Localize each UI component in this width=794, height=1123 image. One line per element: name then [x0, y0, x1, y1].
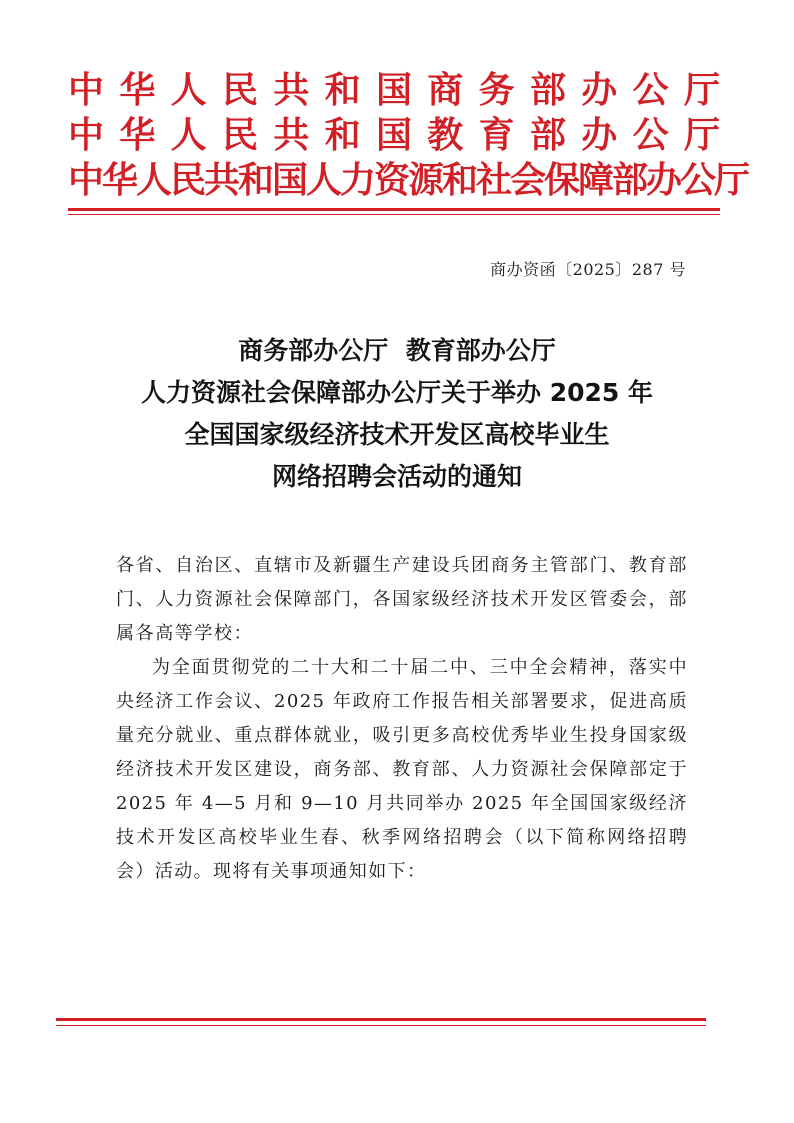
- notice-title: [0, 330, 794, 498]
- letterhead-line2-char: 国: [375, 114, 412, 156]
- letterhead-line1-char: 民: [221, 69, 258, 111]
- letterhead-line1-char: 部: [529, 69, 566, 111]
- letterhead-line1-char: 国: [375, 69, 412, 111]
- letterhead-line1-char: 和: [324, 69, 361, 111]
- letterhead-line1-char: 人: [170, 69, 207, 111]
- red-separator-thick: [68, 208, 720, 211]
- salutation: 各省、自治区、直辖市及新疆生产建设兵团商务主管部门、教育部门、人力资源社会保障部门，各国家级经济技术开发区管委会，部属各高等学校：: [116, 555, 688, 644]
- letterhead-line2-char: 共: [273, 114, 310, 156]
- letterhead-line2-char: 和: [324, 114, 361, 156]
- letterhead-line2-char: 部: [529, 114, 566, 156]
- letterhead-line1-char: 共: [273, 69, 310, 111]
- letterhead-line2-char: 公: [632, 114, 669, 156]
- title-line-1: 商务部办公厅 教育部办公厅: [238, 336, 556, 365]
- letterhead-line1-char: 公: [632, 69, 669, 111]
- letterhead-line1-char: 办: [581, 69, 618, 111]
- letterhead-line2-char: 中: [68, 114, 105, 156]
- footer-red-separator-thin: [56, 1025, 706, 1026]
- letterhead-line1-char: 务: [478, 69, 515, 111]
- red-separator-thin: [68, 214, 720, 215]
- footer-red-separator-thick: [56, 1018, 706, 1021]
- letterhead-ministry-of-human-resources: [68, 158, 749, 202]
- letterhead-line2-char: 民: [221, 114, 258, 156]
- letterhead-line2-char: 育: [478, 114, 515, 156]
- letterhead-line3-text: 中华人民共和国人力资源和社会保障部办公厅: [68, 159, 749, 201]
- title-line-2: 人力资源社会保障部办公厅关于举办 2025 年: [141, 378, 653, 407]
- letterhead-line2-char: 厅: [683, 114, 720, 156]
- notice-body: [116, 549, 688, 889]
- body-paragraph-1: 为全面贯彻党的二十大和二十届二中、三中全会精神，落实中央经济工作会议、2025 年政府工作报告相关部署要求，促进高质量充分就业、重点群体就业，吸引更多高校优秀毕业生投身国家级经济技术开发区建设，商务部、教育部、人力资源社会保障部定于 2025 年 4—5 月和 9—10 月共同举办 2025 年全国国家级经济技术开发区高校毕业生春、秋季网络招聘会（以下简称网络招聘会）活动。现将有关事项通知如下：: [116, 657, 688, 882]
- letterhead-line2-char: 教: [427, 114, 464, 156]
- title-line-3: 全国国家级经济技术开发区高校毕业生: [184, 420, 610, 449]
- document-number: 商办资函〔2025〕287 号: [490, 260, 686, 279]
- letterhead-line2-char: 人: [170, 114, 207, 156]
- letterhead-ministry-of-commerce: [68, 68, 720, 112]
- letterhead-line2-char: 华: [119, 114, 156, 156]
- letterhead-line1-char: 中: [68, 69, 105, 111]
- letterhead-line2-char: 办: [581, 114, 618, 156]
- title-line-4: 网络招聘会活动的通知: [271, 462, 522, 491]
- letterhead-ministry-of-education: [68, 113, 720, 157]
- letterhead-line1-char: 厅: [683, 69, 720, 111]
- letterhead-line1-char: 商: [427, 69, 464, 111]
- letterhead-line1-char: 华: [119, 69, 156, 111]
